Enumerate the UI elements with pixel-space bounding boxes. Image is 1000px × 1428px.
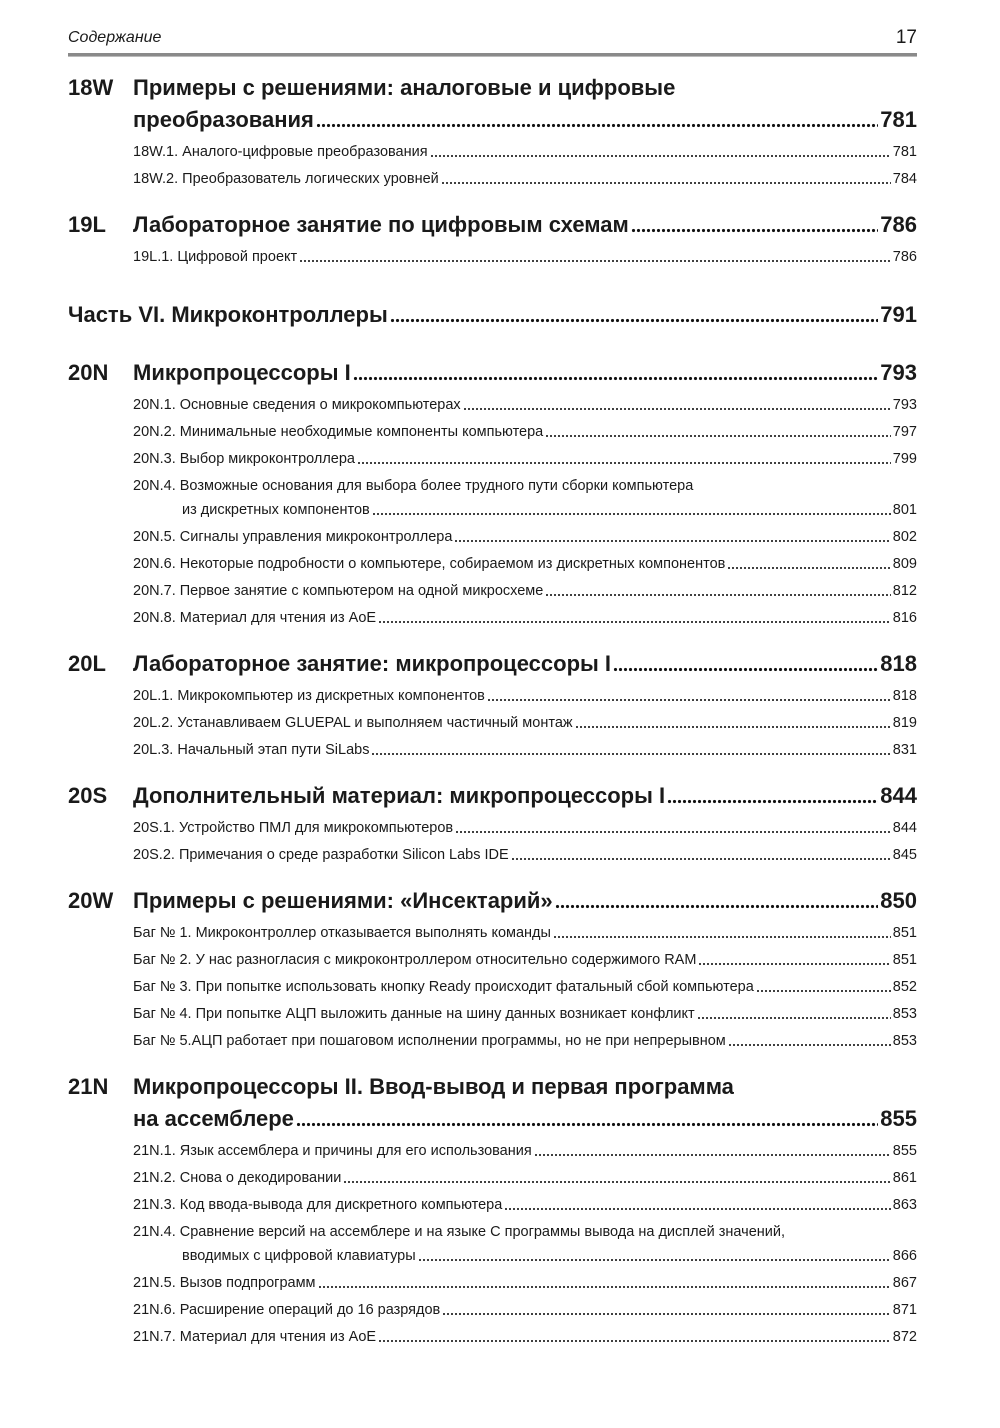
- entry-line: [133, 104, 917, 136]
- entry-title: Баг № 1. Микроконтроллер отказывается выполнять команды: [133, 924, 551, 941]
- entry-line: [133, 498, 917, 522]
- leader-dots: [357, 461, 891, 465]
- entry-line: [133, 140, 917, 164]
- section-entry[interactable]: [133, 814, 917, 841]
- section-entry[interactable]: [133, 445, 917, 472]
- leader-dots: [698, 962, 890, 966]
- leader-dots: [378, 620, 891, 624]
- entry-page: 853: [892, 1032, 917, 1049]
- part-entry[interactable]: [68, 299, 917, 331]
- chapter-title: [133, 780, 917, 812]
- entry-title: 20L.1. Микрокомпьютер из дискретных компонентов: [133, 687, 485, 704]
- entry-line: [133, 948, 917, 972]
- chapter-heading[interactable]: [68, 780, 917, 812]
- entry-line: [133, 975, 917, 999]
- section-list: [133, 243, 917, 270]
- entry-line: [133, 780, 917, 812]
- entry-title: 21N.7. Материал для чтения из AoE: [133, 1328, 377, 1345]
- entry-title: Баг № 5.АЦП работает при пошаговом исполнении программы, но не при непрерывном: [133, 1032, 726, 1049]
- leader-dots: [454, 539, 890, 543]
- entry-title: Микропроцессоры II. Ввод-вывод и первая программа: [133, 1074, 734, 1099]
- entry-title: Примеры с решениями: аналоговые и цифровые: [133, 75, 676, 100]
- leader-dots: [316, 123, 878, 128]
- entry-title: Лабораторное занятие: микропроцессоры I: [133, 651, 612, 676]
- section-entry[interactable]: [133, 919, 917, 946]
- section-entry[interactable]: [133, 1269, 917, 1296]
- section-entry[interactable]: [133, 391, 917, 418]
- chapter-title: [133, 357, 917, 389]
- entry-title: Микропроцессоры I: [133, 360, 351, 385]
- entry-page: 786: [892, 248, 917, 265]
- chapter-heading[interactable]: [68, 299, 917, 331]
- entry-line: [133, 393, 917, 417]
- entry-page: 812: [892, 582, 917, 599]
- entry-page: 851: [892, 951, 917, 968]
- leader-dots: [296, 1122, 878, 1127]
- chapter-entry[interactable]: [68, 72, 917, 192]
- entry-line: [133, 1166, 917, 1190]
- section-entry[interactable]: [133, 1191, 917, 1218]
- leader-dots: [545, 434, 891, 438]
- entry-page: 850: [880, 888, 917, 913]
- leader-dots: [728, 1043, 891, 1047]
- section-entry[interactable]: [133, 577, 917, 604]
- leader-dots: [418, 1258, 891, 1262]
- entry-title: 20S.2. Примечания о среде разработки Silicon Labs IDE: [133, 846, 509, 863]
- entry-page: 855: [880, 1106, 917, 1131]
- entry-title: 20N.8. Материал для чтения из AoE: [133, 609, 377, 626]
- leader-dots: [372, 512, 891, 516]
- leader-dots: [756, 989, 891, 993]
- entry-line: [133, 1298, 917, 1322]
- leader-dots: [553, 935, 891, 939]
- entry-line: [133, 1325, 917, 1349]
- entry-line: [133, 72, 917, 104]
- entry-line: [133, 245, 917, 269]
- section-entry[interactable]: [133, 418, 917, 445]
- entry-page: 793: [880, 360, 917, 385]
- entry-page: 809: [892, 555, 917, 572]
- chapter-number: 18W: [68, 75, 114, 100]
- chapter-title: [133, 885, 917, 917]
- entry-page: 802: [892, 528, 917, 545]
- entry-line: [133, 1139, 917, 1163]
- entry-page: 816: [892, 609, 917, 626]
- entry-line: [133, 684, 917, 708]
- entry-title: Лабораторное занятие по цифровым схемам: [133, 212, 629, 237]
- entry-title: 20S.1. Устройство ПМЛ для микрокомпьютеров: [133, 819, 454, 836]
- entry-line: [133, 420, 917, 444]
- section-list: [133, 391, 917, 631]
- entry-page: 844: [892, 819, 917, 836]
- entry-page: 797: [892, 423, 917, 440]
- leader-dots: [430, 154, 891, 158]
- entry-line: [133, 711, 917, 735]
- section-list: [133, 1137, 917, 1350]
- entry-line: [133, 552, 917, 576]
- section-list: [133, 682, 917, 763]
- section-entry[interactable]: [133, 1027, 917, 1054]
- entry-line: [133, 843, 917, 867]
- entry-line: [133, 738, 917, 762]
- entry-line: [133, 921, 917, 945]
- entry-title: преобразования: [133, 107, 314, 132]
- entry-page: 871: [892, 1301, 917, 1318]
- entry-title: Примеры с решениями: «Инсектарий»: [133, 888, 553, 913]
- leader-dots: [378, 1339, 891, 1343]
- leader-dots: [667, 799, 878, 804]
- entry-page: 819: [892, 714, 917, 731]
- entry-title: 20N.7. Первое занятие с компьютером на одной микросхеме: [133, 582, 544, 599]
- entry-page: 781: [892, 143, 917, 160]
- entry-title: 20L.3. Начальный этап пути SiLabs: [133, 741, 370, 758]
- entry-title: 19L.1. Цифровой проект: [133, 248, 298, 265]
- entry-title: вводимых с цифровой клавиатуры: [182, 1247, 416, 1264]
- section-entry[interactable]: [133, 1000, 917, 1027]
- section-entry[interactable]: [133, 472, 917, 523]
- entry-title: Дополнительный материал: микропроцессоры I: [133, 783, 666, 808]
- entry-line: [68, 299, 917, 331]
- section-entry[interactable]: [133, 841, 917, 868]
- entry-title: Баг № 3. При попытке использовать кнопку Ready происходит фатальный сбой компьютера: [133, 978, 754, 995]
- section-entry[interactable]: [133, 709, 917, 736]
- chapter-title: [68, 299, 917, 331]
- entry-line: [133, 167, 917, 191]
- page-number: 17: [895, 27, 917, 48]
- leader-dots: [390, 318, 879, 323]
- entry-page: 863: [892, 1196, 917, 1213]
- leader-dots: [511, 857, 891, 861]
- leader-dots: [697, 1016, 891, 1020]
- section-list: [133, 814, 917, 868]
- entry-page: 855: [892, 1142, 917, 1159]
- section-entry[interactable]: [133, 1296, 917, 1323]
- entry-line: [133, 606, 917, 630]
- chapter-entry[interactable]: [68, 885, 917, 1054]
- chapter-number: 21N: [68, 1074, 109, 1099]
- entry-line: [133, 1029, 917, 1053]
- entry-line: [133, 1220, 917, 1244]
- chapter-number: 20N: [68, 360, 109, 385]
- header-rule: [68, 53, 917, 57]
- entry-line: [133, 474, 917, 498]
- leader-dots: [463, 407, 891, 411]
- entry-title: из дискретных компонентов: [182, 501, 370, 518]
- leader-dots: [631, 228, 878, 233]
- chapter-title: [133, 72, 917, 136]
- entry-title: 21N.1. Язык ассемблера и причины для его использования: [133, 1142, 532, 1159]
- chapter-title: [133, 1071, 917, 1135]
- chapter-number: 20L: [68, 651, 106, 676]
- chapter-title: [133, 209, 917, 241]
- section-entry[interactable]: [133, 736, 917, 763]
- entry-title: 21N.2. Снова о декодировании: [133, 1169, 342, 1186]
- chapter-heading[interactable]: [68, 72, 917, 136]
- section-entry[interactable]: [133, 1164, 917, 1191]
- leader-dots: [727, 566, 890, 570]
- section-list: [133, 138, 917, 192]
- table-of-contents: [68, 72, 917, 1350]
- section-entry[interactable]: [133, 523, 917, 550]
- chapter-entry[interactable]: [68, 780, 917, 868]
- entry-title: 21N.4. Сравнение версий на ассемблере и на языке С программы вывода на дисплей значений,: [133, 1223, 786, 1240]
- chapter-number: 20S: [68, 783, 108, 808]
- entry-page: 866: [892, 1247, 917, 1264]
- entry-title: 18W.2. Преобразователь логических уровней: [133, 170, 439, 187]
- entry-title: Баг № 4. При попытке АЦП выложить данные на шину данных возникает конфликт: [133, 1005, 695, 1022]
- leader-dots: [504, 1207, 891, 1211]
- entry-line: [133, 209, 917, 241]
- entry-page: 781: [880, 107, 917, 132]
- entry-page: 791: [880, 302, 917, 327]
- entry-title: на ассемблере: [133, 1106, 294, 1131]
- entry-line: [133, 357, 917, 389]
- entry-line: [133, 648, 917, 680]
- entry-title: 20N.2. Минимальные необходимые компоненты компьютера: [133, 423, 544, 440]
- entry-page: 861: [892, 1169, 917, 1186]
- leader-dots: [555, 904, 879, 909]
- leader-dots: [442, 1312, 891, 1316]
- entry-title: 20N.5. Сигналы управления микроконтроллера: [133, 528, 453, 545]
- entry-page: 784: [892, 170, 917, 187]
- entry-line: [133, 885, 917, 917]
- entry-page: 793: [892, 396, 917, 413]
- chapter-heading[interactable]: [68, 209, 917, 241]
- entry-title: 20N.1. Основные сведения о микрокомпьютерах: [133, 396, 461, 413]
- leader-dots: [545, 593, 890, 597]
- entry-page: 818: [880, 651, 917, 676]
- section-entry[interactable]: [133, 946, 917, 973]
- chapter-heading[interactable]: [68, 885, 917, 917]
- entry-page: 831: [892, 741, 917, 758]
- entry-title: 21N.3. Код ввода-вывода для дискретного компьютера: [133, 1196, 503, 1213]
- section-entry[interactable]: [133, 243, 917, 270]
- entry-line: [133, 1071, 917, 1103]
- entry-page: 799: [892, 450, 917, 467]
- chapter-entry[interactable]: [68, 1071, 917, 1350]
- chapter-number: 19L: [68, 212, 106, 237]
- chapter-heading[interactable]: [68, 357, 917, 389]
- entry-page: 851: [892, 924, 917, 941]
- leader-dots: [299, 259, 891, 263]
- section-entry[interactable]: [133, 1323, 917, 1350]
- chapter-entry[interactable]: [68, 209, 917, 270]
- entry-line: [133, 1271, 917, 1295]
- leader-dots: [441, 181, 891, 185]
- entry-line: [133, 1103, 917, 1135]
- chapter-heading[interactable]: [68, 648, 917, 680]
- entry-title: 18W.1. Аналого-цифровые преобразования: [133, 143, 428, 160]
- entry-page: 801: [892, 501, 917, 518]
- running-header: [68, 24, 917, 52]
- entry-title: 21N.6. Расширение операций до 16 разрядов: [133, 1301, 441, 1318]
- leader-dots: [353, 376, 879, 381]
- section-entry[interactable]: [133, 973, 917, 1000]
- chapter-heading[interactable]: [68, 1071, 917, 1135]
- entry-page: 845: [892, 846, 917, 863]
- entry-line: [133, 1244, 917, 1268]
- entry-line: [133, 1193, 917, 1217]
- leader-dots: [318, 1285, 891, 1289]
- entry-line: [133, 1002, 917, 1026]
- chapter-number: 20W: [68, 888, 114, 913]
- leader-dots: [487, 698, 891, 702]
- entry-title: 20N.3. Выбор микроконтроллера: [133, 450, 355, 467]
- entry-title: 20N.6. Некоторые подробности о компьютере, собираемом из дискретных компонентов: [133, 555, 726, 572]
- leader-dots: [575, 725, 891, 729]
- entry-title: 20L.2. Устанавливаем GLUEPAL и выполняем частичный монтаж: [133, 714, 573, 731]
- chapter-title: [133, 648, 917, 680]
- entry-page: 853: [892, 1005, 917, 1022]
- entry-title: Часть VI. Микроконтроллеры: [68, 302, 388, 327]
- entry-title: 21N.5. Вызов подпрограмм: [133, 1274, 316, 1291]
- chapter-entry[interactable]: [68, 357, 917, 631]
- entry-line: [133, 447, 917, 471]
- leader-dots: [343, 1180, 891, 1184]
- entry-line: [133, 579, 917, 603]
- entry-page: 844: [880, 783, 917, 808]
- leader-dots: [613, 667, 878, 672]
- entry-line: [133, 525, 917, 549]
- entry-page: 872: [892, 1328, 917, 1345]
- section-entry[interactable]: [133, 682, 917, 709]
- leader-dots: [455, 830, 891, 834]
- chapter-entry[interactable]: [68, 648, 917, 763]
- entry-title: Баг № 2. У нас разногласия с микроконтроллером относительно содержимого RAM: [133, 951, 697, 968]
- section-entry[interactable]: [133, 604, 917, 631]
- section-list: [133, 919, 917, 1054]
- entry-page: 852: [892, 978, 917, 995]
- section-entry[interactable]: [133, 550, 917, 577]
- entry-line: [133, 816, 917, 840]
- entry-page: 867: [892, 1274, 917, 1291]
- entry-page: 818: [892, 687, 917, 704]
- entry-page: 786: [880, 212, 917, 237]
- section-entry[interactable]: [133, 1137, 917, 1164]
- section-entry[interactable]: [133, 1218, 917, 1269]
- running-header-title: Содержание: [68, 29, 162, 46]
- leader-dots: [534, 1153, 891, 1157]
- section-entry[interactable]: [133, 138, 917, 165]
- leader-dots: [371, 752, 890, 756]
- entry-title: 20N.4. Возможные основания для выбора более трудного пути сборки компьютера: [133, 477, 694, 494]
- section-entry[interactable]: [133, 165, 917, 192]
